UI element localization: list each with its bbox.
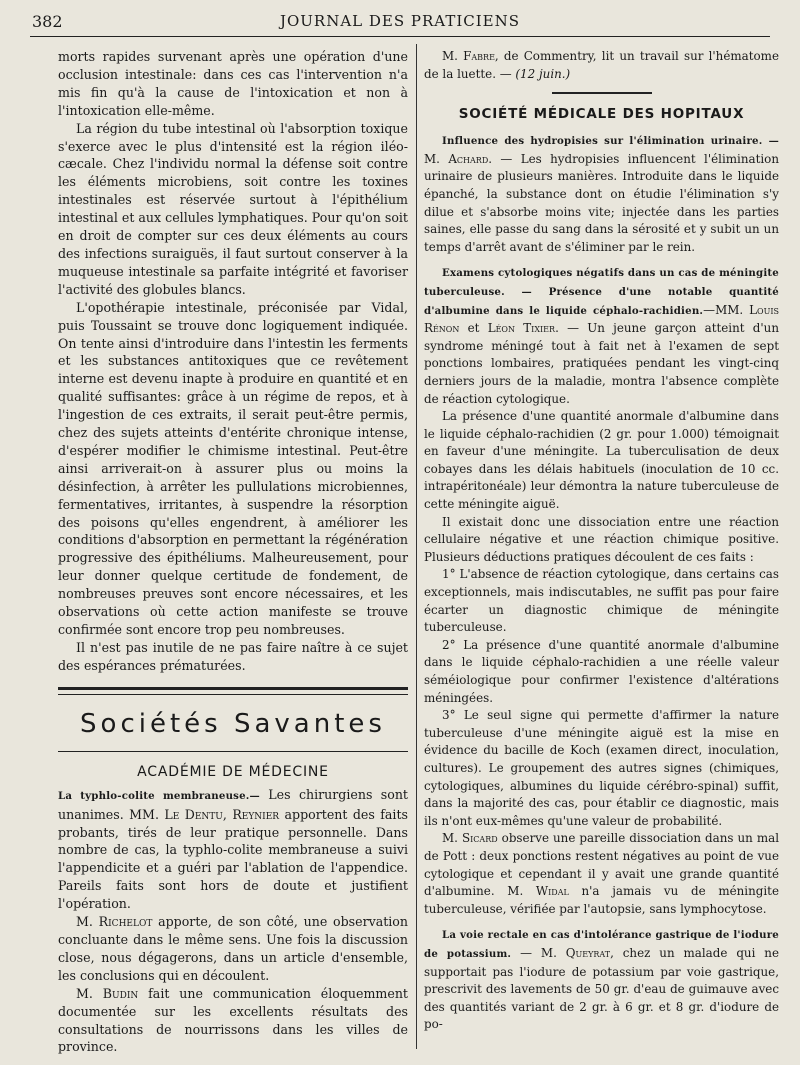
author-name: Queyrat [565, 945, 611, 960]
author-name: Budin [102, 985, 139, 1001]
section-rule-bottom [58, 751, 408, 752]
author-name: Léon Tixier [487, 321, 556, 336]
left-column [58, 48, 408, 1056]
paragraph: 2° La présence d'une quantité anormale d'albumine dans le liquide céphalo-rachidien a une réelle valeur séméiologique pour confirmer l'existence d'altérations méningées. [424, 637, 779, 705]
report-paragraph: La typhlo-colite membraneuse.— Les chirurgiens sont unanimes. MM. Le Dentu, Reynier apportent des faits probants, tirés de leur pratique personnelle. Dans nombre de cas, la typhlo-colite membraneuse a suivi l'appendicite et a guéri par l'ablation de l'appendice. Pareils faits sont hors de doute et justifient l'opération. [58, 786, 408, 912]
report-lead-title: Influence des hydropisies sur l'élimination urinaire. — [442, 135, 779, 148]
author-name: Achard [448, 151, 489, 166]
author-name: Reynier [232, 806, 280, 822]
author-name: Fabre [463, 49, 495, 63]
paragraph: La présence d'une quantité anormale d'albumine dans le liquide céphalo-rachidien (2 gr. pour 1.000) témoignait en faveur d'une méningite. La tuberculisation de deux cobayes dans les délais habituels (inoculation de 10 cc. intrapéritonéale) leur démontra la nature tuberculeuse de cette méningite aiguë. [424, 409, 779, 512]
report-paragraph: M. Budin fait une communication éloquemment documentée sur les excellents résultats des consultations de nourrissons dans les villes de province. [58, 985, 408, 1055]
section-banner-title: Sociétés Savantes [80, 708, 386, 739]
society-heading: SOCIÉTÉ MÉDICALE DES HOPITAUX [458, 106, 745, 123]
report-paragraph: Influence des hydropisies sur l'élimination urinaire. — M. Achard. — Les hydropisies influencent l'élimination urinaire de plusieurs manières. Introduite dans le liquide épanché, la substance dont on étudie l'élimination s'y dilue et s'absorbe moins vite; injectée dans les parties saines, elle passe du sang dans la sérosité et y subit un un temps d'arrêt avant de s'éliminer par le rein. [424, 135, 779, 254]
author-name: Sicard [461, 831, 498, 846]
section-rule-top [58, 687, 408, 695]
column-divider [416, 44, 417, 1049]
paragraph: morts rapides survenant après une opération d'une occlusion intestinale: dans ces cas l'intervention n'a mis fin qu'à la cause de l'intoxication et non à l'intoxication elle-même. [58, 49, 408, 118]
report-paragraph: La voie rectale en cas d'intolérance gastrique de l'iodure de potassium. — M. Queyrat, chez un malade qui ne supportait pas l'iodure de potassium par voie gastrique, prescrivit des lavements de 50 gr. d'eau de guimauve avec des quantités variant de 2 gr. à 6 gr. et 8 gr. d'iodure de po- [424, 929, 779, 1032]
paragraph: 1° L'absence de réaction cytologique, dans certains cas exceptionnels, mais indiscutables, ne suffit pas pour faire écarter un diagnostic chimique de méningite tuberculeuse. [424, 567, 779, 635]
page-header [30, 12, 770, 37]
session-date: (12 juin.) [515, 66, 571, 81]
report-lead-title: La voie rectale en cas d'intolérance gastrique de l'iodure de potassium. [424, 929, 779, 960]
paragraph: Il existait donc une dissociation entre une réaction cellulaire négative et une réaction chimique positive. Plusieurs déductions pratiques découlent de ces faits : [424, 514, 779, 564]
report-paragraph: M. Fabre, de Commentry, lit un travail sur l'hématome de la luette. — (12 juin.) [424, 49, 779, 81]
paragraph: 3° Le seul signe qui permette d'affirmer la nature tuberculeuse d'une méningite aiguë est la mise en évidence du bacille de Koch (examen direct, inoculation, cultures). Le groupement des autres signes (chimiques, cytologiques, albumines du liquide cérébro-spinal) suffit, dans la majorité des cas, pour établir ce diagnostic, mais ils n'ont eux-mêmes qu'une valeur de probabilité. [424, 708, 779, 828]
running-title: JOURNAL DES PRATICIENS [279, 12, 521, 30]
report-lead-title: Examens cytologiques négatifs dans un cas de méningite tuberculeuse. — Présence d'une notable quantité d'albumine dans le liquide céphalo-rachidien. [424, 267, 779, 317]
author-name: Widal [535, 884, 569, 899]
report-lead-title: La typhlo-colite membraneuse.— [58, 789, 260, 802]
page-number: 382 [32, 12, 63, 31]
separator-rule [552, 92, 652, 94]
right-column [424, 48, 779, 1034]
author-name: Le Dentu [164, 806, 223, 822]
paragraph: L'opothérapie intestinale, préconisée par Vidal, puis Toussaint se trouve donc logiquement indiquée. On tente ainsi d'introduire dans l'intestin les ferments et les substances antitoxiques que ce revêtement interne est devenu inapte à produire en quantité et en qualité suffisantes: grâce à un régime de repos, et à l'ingestion de ces extraits, il serait peut-être permis, chez des sujets atteints d'entérite chronique intense, d'espérer modifier le chimisme intestinal. Peut-être ainsi arriverait-on à assurer plus ou moins la désinfection, à arrêter les pullulations microbiennes, fermentatives, irritantes, à suspendre la résorption des poisons qu'elles engendrent, à améliorer les conditions d'absorption en permettant la régénération progressive des épithéliums. Malheureusement, pour leur donner quelque certitude de fondement, de nombreuses preuves sont encore nécessaires, et les observations où cette action manifeste se trouve confirmée sont encore trop peu nombreuses. [58, 299, 408, 637]
author-name: Richelot [98, 914, 153, 930]
author-name: Louis Rénon [424, 302, 779, 336]
report-paragraph: M. Sicard observe une pareille dissociation dans un mal de Pott : deux ponctions restent négatives au point de vue cytologique et cependant il y avait une grande quantité d'albumine. M. Widal n'a jamais vu de méningite tuberculeuse, vérifiée par l'autopsie, sans lymphocytose. [424, 831, 779, 916]
report-paragraph: M. Richelot apporte, de son côté, une observation concluante dans le même sens. Une fois la discussion close, nous dégagerons, dans un article d'ensemble, les conclusions qui en découlent. [58, 914, 408, 983]
paragraph: Il n'est pas inutile de ne pas faire naître à ce sujet des espérances prématurées. [58, 639, 408, 673]
academy-heading: ACADÉMIE DE MÉDECINE [137, 763, 329, 780]
report-paragraph: Examens cytologiques négatifs dans un cas de méningite tuberculeuse. — Présence d'une notable quantité d'albumine dans le liquide céphalo-rachidien.—MM. Louis Rénon et Léon Tixier. — Un jeune garçon atteint d'un syndrome méningé tout à fait net à l'examen de sept ponctions lombaires, pratiquées pendant les vingt-cinq derniers jours de la maladie, montra l'absence complète de réaction cytologique. [424, 267, 780, 406]
paragraph: La région du tube intestinal où l'absorption toxique s'exerce avec le plus d'intensité est la région iléo-cæcale. Chez l'individu normal la défense soit contre les éléments microbiens, soit contre les toxines intestinales est réservée surtout à l'épithélium intestinal et aux cellules lymphatiques. Pour qu'on soit en droit de compter sur ces deux éléments au cours des infections suraiguës, il faut surtout conserver à la muqueuse intestinale sa parfaite intégrité et favoriser l'activité des globules blancs. [58, 120, 408, 297]
